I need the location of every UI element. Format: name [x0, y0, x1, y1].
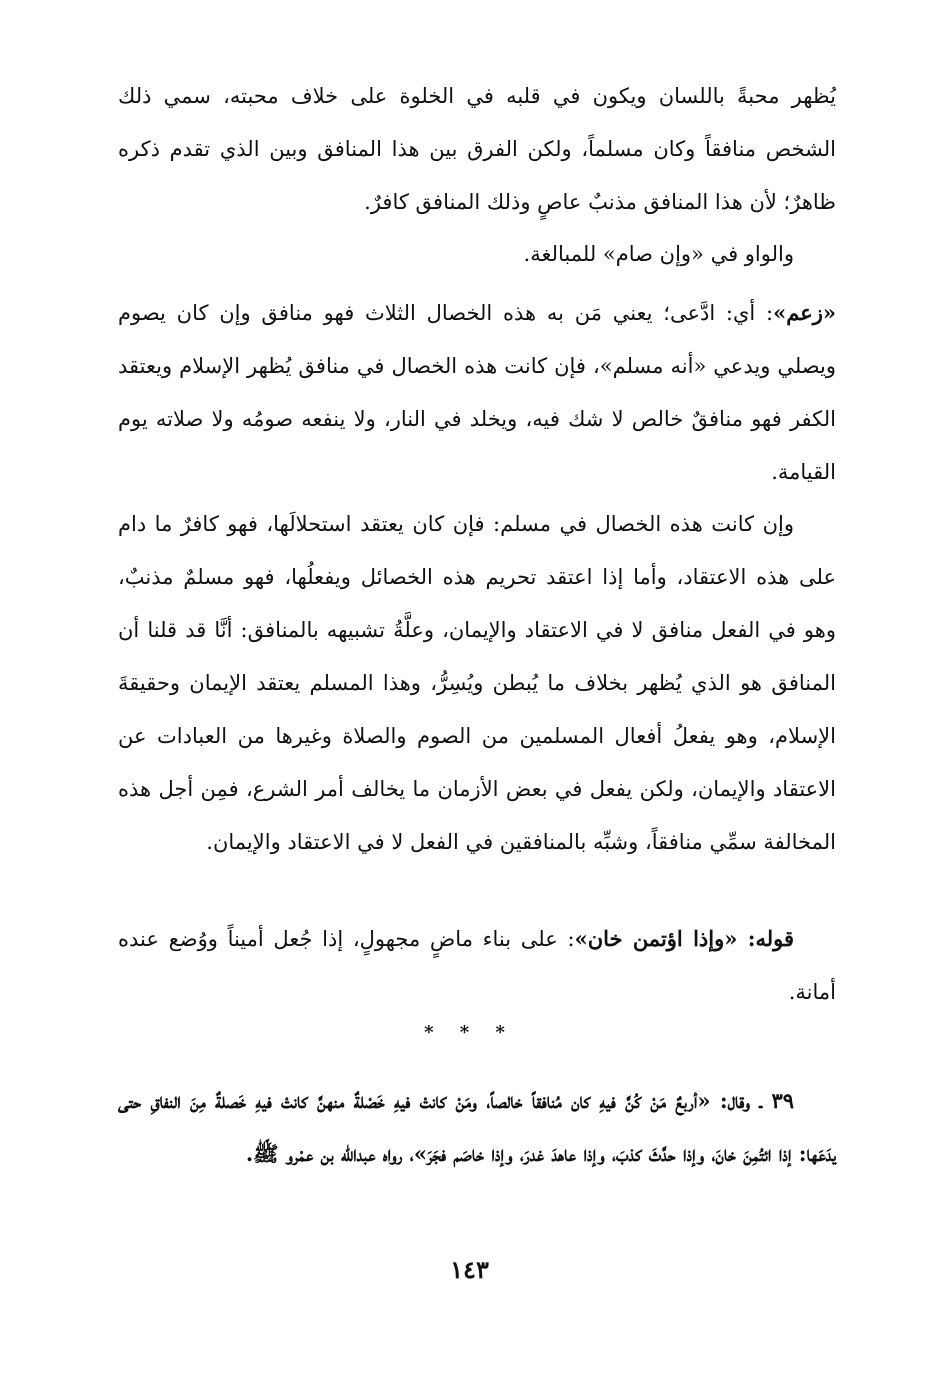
paragraph-munafiq-explanation: يُظهر محبةً باللسان ويكون في قلبه في الخلوة على خلاف محبته، سمي ذلك الشخص منافقاً وكان مسلماً، ولكن الفرق بين هذا المنافق وبين الذي تقدم ذكره ظاهرٌ؛ لأن هذا المنافق مذنبٌ عاصٍ وذلك المنافق كافرٌ.: [118, 84, 836, 214]
paragraph-iza-utumin-text: : على بناء ماضٍ مجهولٍ، إذا جُعل أميناً ووُضع عنده أمانة.: [118, 927, 836, 1004]
paragraph-iza-utumin: [118, 912, 836, 1019]
term-zaam: «زعم»: [773, 300, 836, 325]
page-number: ١٤٣: [450, 1255, 489, 1284]
section-separator: * * *: [424, 1022, 515, 1043]
paragraph-zaam-text: : أي: ادَّعى؛ يعني مَن به هذه الخصال الثلاث فهو منافق وإن كان يصوم ويصلي ويدعي «أنه مسلم»، فإن كانت هذه الخصال في منافق يُظهر الإسلام ويعتقد الكفر فهو منافقٌ خالص لا شك فيه، ويخلد في النار، ولا ينفعه صومُه ولا صلاته يوم القيامة.: [118, 301, 836, 484]
hadith-39: ٣٩ ـ وقال: «أربعٌ مَنْ كُنَّ فيهِ كان مُنافقاً خالصاً، ومَنْ كانتْ فيهِ خَصْلةٌ منهنَّ كانتْ فيهِ خَصلةٌ مِنَ النفاقِ حتى يدَعَها: إذا ائتُمِنَ خانَ، وإذا حدَّثَ كذبَ، وإذا عاهدَ غدرَ، وإذا خاصَم فجَرَ»، رواه عبدالله بن عمْرو ﷺ.: [118, 1088, 836, 1166]
paragraph-muslim-khisal: وإن كانت هذه الخصال في مسلم: فإن كان يعتقد استحلالَها، فهو كافرٌ ما دام على هذه الاعتقاد، وأما إذا اعتقد تحريم هذه الخصائل ويفعلُها، فهو مسلمٌ مذنبٌ، وهو في الفعل منافق لا في الاعتقاد والإيمان، وعلَّةُ تشبيهه بالمنافق: أنَّا قد قلنا أن المنافق هو الذي يُظهر بخلاف ما يُبطن ويُسِرُّ، وهذا المسلم يعتقد الإيمان وحقيقةَ الإسلام، وهو يفعلُ أفعال المسلمين من الصوم والصلاة وغيرها من العبادات عن الاعتقاد والإيمان، ولكن يفعل في بعض الأزمان ما يخالف أمر الشرع، فمِن أجل هذه المخالفة سمِّي منافقاً، وشبِّه بالمنافقين في الفعل لا في الاعتقاد والإيمان.: [118, 512, 836, 854]
term-iza-utumin: قوله: «وإذا اؤتمن خان»: [574, 926, 795, 951]
paragraph-zaam: [118, 286, 836, 499]
paragraph-waw-note: والواو في «وإن صام» للمبالغة.: [523, 242, 794, 266]
